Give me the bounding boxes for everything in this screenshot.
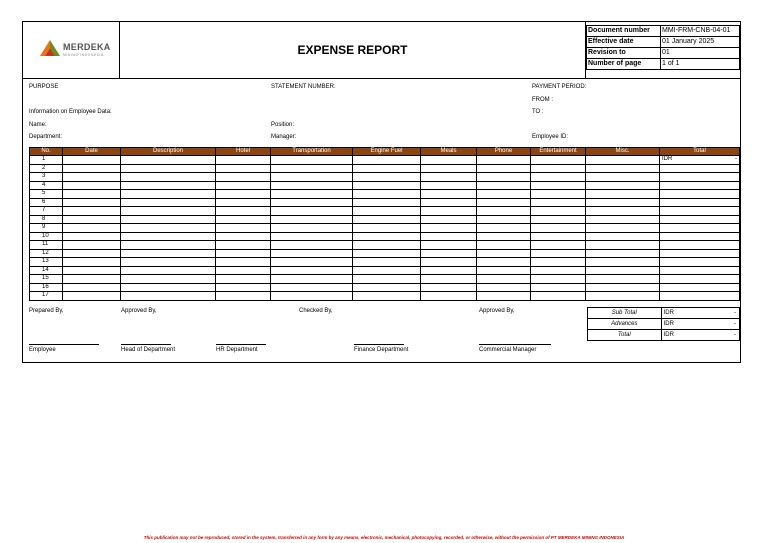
table-cell[interactable] [586,258,660,267]
row-number: 1 [30,156,63,165]
employee-data-label: Information on Employee Data: [29,109,112,115]
table-cell[interactable] [421,292,477,301]
table-cell[interactable] [63,224,121,233]
table-cell[interactable] [421,266,477,275]
table-cell[interactable] [63,190,121,199]
position-label: Position: [271,122,295,128]
row-number: 15 [30,275,63,284]
row-number: 9 [30,224,63,233]
table-cell[interactable] [121,283,216,292]
table-cell[interactable] [421,241,477,250]
table-cell[interactable] [477,198,531,207]
table-cell[interactable] [586,266,660,275]
row-number: 2 [30,164,63,173]
table-row [30,215,740,224]
table-cell[interactable] [353,181,421,190]
table-cell[interactable] [660,173,740,182]
table-cell[interactable] [216,181,271,190]
table-cell[interactable] [421,190,477,199]
table-cell[interactable] [63,249,121,258]
table-cell[interactable] [353,241,421,250]
table-cell[interactable] [586,275,660,284]
summary-row [588,308,740,319]
department-label: Department: [29,134,63,140]
table-cell[interactable] [271,207,353,216]
table-cell[interactable] [216,198,271,207]
table-cell[interactable] [660,215,740,224]
table-cell[interactable] [531,198,586,207]
table-cell[interactable] [531,173,586,182]
summary-value [661,319,739,330]
table-cell[interactable] [421,173,477,182]
signature-line [216,344,266,345]
statement-number-label: STATEMENT NUMBER: [271,84,336,90]
table-cell[interactable] [63,241,121,250]
table-cell[interactable] [531,266,586,275]
signature-line [479,344,551,345]
table-cell[interactable] [121,156,216,165]
table-cell[interactable] [121,173,216,182]
table-cell[interactable] [421,249,477,258]
signature-line [121,344,171,345]
row-number: 17 [30,292,63,301]
table-cell[interactable] [271,249,353,258]
table-cell[interactable] [477,224,531,233]
from-label: FROM : [532,97,553,103]
table-cell[interactable] [531,156,586,165]
table-cell[interactable] [63,232,121,241]
row-number: 11 [30,241,63,250]
table-cell[interactable] [421,275,477,284]
table-cell[interactable] [660,266,740,275]
table-cell[interactable] [353,249,421,258]
row-number: 4 [30,181,63,190]
currency: IDR [663,321,674,327]
table-cell[interactable] [660,283,740,292]
table-cell[interactable] [121,164,216,173]
table-cell[interactable] [353,156,421,165]
table-cell[interactable] [121,249,216,258]
approved-by-label: Approved By, [121,308,157,314]
table-cell[interactable] [660,258,740,267]
summary-label: Advances [588,319,662,330]
table-cell[interactable] [531,181,586,190]
column-header: No. [30,148,63,156]
row-number: 10 [30,232,63,241]
amount: - [734,332,736,338]
amount: - [734,321,736,327]
table-cell[interactable] [477,181,531,190]
table-cell[interactable] [531,258,586,267]
table-cell[interactable] [63,198,121,207]
summary-row [588,319,740,330]
row-number: 13 [30,258,63,267]
table-cell[interactable] [63,181,121,190]
column-header: Misc. [586,148,660,156]
table-cell[interactable] [660,181,740,190]
table-cell[interactable] [531,241,586,250]
table-cell[interactable] [421,181,477,190]
currency: IDR [663,310,674,316]
meta-key: Effective date [587,37,661,48]
table-cell[interactable] [63,258,121,267]
prepared-by-label: Prepared By, [29,308,64,314]
table-cell[interactable] [660,190,740,199]
table-cell[interactable] [63,156,121,165]
table-row [30,258,740,267]
table-cell[interactable] [421,232,477,241]
column-header: Meals [421,148,477,156]
column-header: Engine Fuel [353,148,421,156]
name-label: Name: [29,122,47,128]
table-row [30,266,740,275]
signature-line [29,344,99,345]
table-cell[interactable] [216,224,271,233]
column-header: Description [121,148,216,156]
table-cell[interactable] [216,266,271,275]
amount: - [734,310,736,316]
employee-id-label: Employee ID: [532,134,569,140]
table-cell[interactable] [121,207,216,216]
table-row [30,292,740,301]
table-cell[interactable] [121,241,216,250]
table-cell[interactable] [531,292,586,301]
table-row [30,173,740,182]
row-number: 7 [30,207,63,216]
summary-value [661,330,739,341]
table-cell[interactable] [586,190,660,199]
finance-department-label: Finance Department [354,347,409,353]
table-cell[interactable] [121,266,216,275]
company-sub: MINING INDONESIA [63,53,104,57]
table-cell[interactable] [477,215,531,224]
row-number: 8 [30,215,63,224]
expense-report-form [22,21,741,363]
summary-row [588,330,740,341]
meta-value: MMI-FRM-CNB-04-01 [661,26,740,37]
table-cell[interactable] [660,224,740,233]
table-cell[interactable] [660,198,740,207]
table-cell[interactable] [586,215,660,224]
table-cell[interactable] [586,198,660,207]
table-cell[interactable] [216,215,271,224]
table-cell[interactable] [586,249,660,258]
table-row [30,224,740,233]
table-cell[interactable] [216,164,271,173]
table-cell[interactable] [477,173,531,182]
page-title: EXPENSE REPORT [120,22,586,78]
expense-table [29,147,739,301]
header-divider [23,78,740,79]
table-cell[interactable] [477,241,531,250]
table-cell[interactable] [121,181,216,190]
table-cell[interactable] [353,224,421,233]
table-cell[interactable] [421,164,477,173]
table-cell[interactable] [271,173,353,182]
table-cell[interactable] [586,207,660,216]
table-cell[interactable] [531,275,586,284]
column-header: Hotel [216,148,271,156]
table-cell[interactable] [586,232,660,241]
table-cell[interactable] [216,283,271,292]
commercial-manager-label: Commercial Manager [479,347,537,353]
to-label: TO : [532,109,544,115]
table-cell[interactable] [353,198,421,207]
table-cell[interactable] [216,292,271,301]
table-cell[interactable] [63,207,121,216]
summary-value [661,308,739,319]
meta-key: Number of page [587,59,661,70]
table-cell[interactable] [421,283,477,292]
table-cell[interactable] [271,224,353,233]
table-cell[interactable] [271,283,353,292]
row-number: 5 [30,190,63,199]
amount: - [735,156,737,162]
hr-department-label: HR Department [216,347,258,353]
table-cell[interactable] [586,283,660,292]
table-cell[interactable] [216,232,271,241]
payment-period-label: PAYMENT PERIOD: [532,84,587,90]
row-number: 12 [30,249,63,258]
table-cell[interactable] [216,190,271,199]
table-cell[interactable] [353,173,421,182]
table-cell[interactable] [63,164,121,173]
table-cell[interactable] [63,266,121,275]
table-row [30,283,740,292]
table-cell[interactable] [271,164,353,173]
summary-table [587,307,740,341]
head-of-department-label: Head of Department [121,347,176,353]
table-row [30,275,740,284]
table-cell[interactable] [660,232,740,241]
table-cell[interactable] [353,292,421,301]
table-row [30,232,740,241]
table-cell[interactable] [660,207,740,216]
merdeka-logo-icon [39,39,61,61]
table-cell[interactable] [477,266,531,275]
table-cell[interactable] [477,164,531,173]
purpose-label: PURPOSE [29,84,59,90]
copyright-disclaimer: This publication may not be reproduced, stored in the system, transferred in any form by any means, electronic, mechanical, photocopying, recorded, or otherwise, without the permission of PT MERDEKA MINING INDONESIA [143,535,625,540]
table-row [30,190,740,199]
column-header: Entertainment [531,148,586,156]
table-cell[interactable] [216,241,271,250]
table-cell[interactable] [216,275,271,284]
table-cell[interactable] [531,190,586,199]
table-cell[interactable] [477,190,531,199]
table-cell[interactable] [531,232,586,241]
table-cell[interactable] [271,258,353,267]
table-row [30,164,740,173]
currency: IDR [662,156,673,162]
table-cell[interactable] [421,156,477,165]
table-cell[interactable] [121,292,216,301]
company-logo [23,22,120,78]
meta-value: 1 of 1 [661,59,740,70]
table-cell[interactable] [421,198,477,207]
table-cell[interactable] [121,215,216,224]
table-cell[interactable] [353,207,421,216]
table-cell[interactable] [477,258,531,267]
table-cell[interactable] [271,292,353,301]
summary-label: Total [588,330,662,341]
meta-key: Revision to [587,48,661,59]
signature-line [354,344,404,345]
table-cell[interactable] [586,224,660,233]
table-cell[interactable] [121,198,216,207]
table-cell[interactable] [63,283,121,292]
row-number: 6 [30,198,63,207]
document-meta [586,25,740,70]
table-cell[interactable] [271,266,353,275]
table-cell[interactable] [586,164,660,173]
table-cell[interactable] [271,181,353,190]
table-cell[interactable] [121,258,216,267]
table-cell[interactable] [660,249,740,258]
table-cell[interactable] [271,241,353,250]
table-row [30,249,740,258]
table-cell[interactable] [531,164,586,173]
manager-label: Manager: [271,134,297,140]
company-name: MERDEKA [63,42,111,52]
table-cell[interactable] [353,232,421,241]
table-cell[interactable] [586,181,660,190]
table-cell[interactable] [271,156,353,165]
table-cell[interactable] [477,249,531,258]
table-cell[interactable] [421,207,477,216]
table-cell[interactable] [271,232,353,241]
table-cell[interactable] [63,275,121,284]
checked-by-label: Checked By, [299,308,333,314]
table-cell[interactable] [216,173,271,182]
column-header: Phone [477,148,531,156]
table-row [30,198,740,207]
table-cell[interactable] [586,156,660,165]
table-cell[interactable] [121,190,216,199]
table-cell[interactable] [271,275,353,284]
table-cell[interactable] [477,156,531,165]
currency: IDR [663,332,674,338]
row-number: 3 [30,173,63,182]
table-row [30,156,740,165]
table-cell[interactable] [216,258,271,267]
table-cell[interactable] [421,258,477,267]
table-cell[interactable] [421,224,477,233]
row-total-cell[interactable] [660,156,740,165]
table-cell[interactable] [353,258,421,267]
table-row [30,241,740,250]
table-cell[interactable] [63,215,121,224]
table-cell[interactable] [353,283,421,292]
meta-value: 01 January 2025 [661,37,740,48]
table-cell[interactable] [121,275,216,284]
column-header: Total [660,148,740,156]
table-cell[interactable] [660,241,740,250]
table-header-row [30,148,740,156]
table-cell[interactable] [477,207,531,216]
table-cell[interactable] [271,190,353,199]
table-cell[interactable] [353,266,421,275]
table-cell[interactable] [216,249,271,258]
column-header: Transportation [271,148,353,156]
table-cell[interactable] [477,232,531,241]
table-cell[interactable] [271,215,353,224]
table-cell[interactable] [531,224,586,233]
table-cell[interactable] [121,232,216,241]
table-cell[interactable] [531,215,586,224]
table-row [30,207,740,216]
table-row [30,181,740,190]
meta-key: Document number [587,26,661,37]
table-cell[interactable] [531,207,586,216]
table-cell[interactable] [586,292,660,301]
table-cell[interactable] [353,190,421,199]
column-header: Date [63,148,121,156]
table-cell[interactable] [353,275,421,284]
table-cell[interactable] [353,164,421,173]
table-cell[interactable] [421,215,477,224]
table-cell[interactable] [63,173,121,182]
table-cell[interactable] [531,249,586,258]
form-header [23,22,740,78]
table-cell[interactable] [477,283,531,292]
table-cell[interactable] [660,292,740,301]
table-cell[interactable] [586,241,660,250]
row-number: 14 [30,266,63,275]
table-cell[interactable] [121,224,216,233]
table-cell[interactable] [477,292,531,301]
row-number: 16 [30,283,63,292]
table-cell[interactable] [531,283,586,292]
table-cell[interactable] [660,164,740,173]
approved-by-label: Approved By, [479,308,515,314]
table-cell[interactable] [271,198,353,207]
employee-signature-label: Employee [29,347,56,353]
meta-value: 01 [661,48,740,59]
table-cell[interactable] [353,215,421,224]
summary-label: Sub Total [588,308,662,319]
table-cell[interactable] [216,207,271,216]
table-cell[interactable] [216,156,271,165]
table-cell[interactable] [660,275,740,284]
table-cell[interactable] [586,173,660,182]
table-cell[interactable] [477,275,531,284]
table-cell[interactable] [63,292,121,301]
